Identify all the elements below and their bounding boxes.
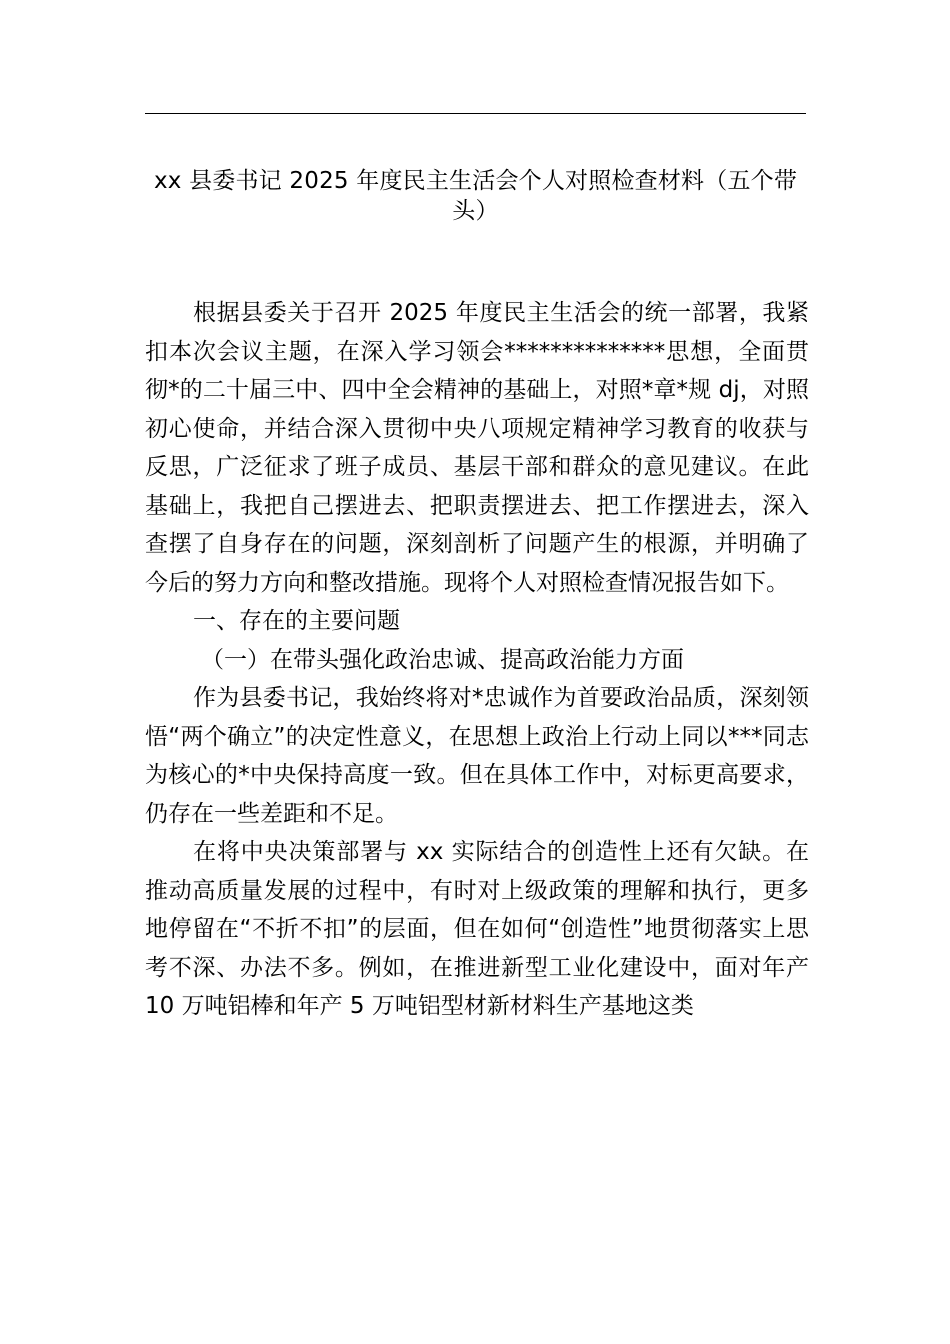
section-heading-main-problems: 一、存在的主要问题 [193,608,400,634]
subsection-paragraph-2: 在将中央决策部署与 xx 实际结合的创造性上还有欠缺。在推动高质量发展的过程中，有时对上级政策的理解和执行，更多地停留在“不折不扣”的层面，但在如何“创造性”地贯彻落实上思考不深、办法不多。例如，在推进新型工业化建设中，面对年产 10 万吨铝棒和年产 5 万吨铝型材新材料生产基地这类 [145,839,809,1019]
subsection-paragraph-1: 作为县委书记，我始终将对*忠诚作为首要政治品质，深刻领悟“两个确立”的决定性意义，在思想上政治上行动上同以***同志为核心的*中央保持高度一致。但在具体工作中，对标更高要求，仍存在一些差距和不足。 [145,685,809,827]
document-title: xx 县委书记 2025 年度民主生活会个人对照检查材料（五个带头） [153,168,798,224]
header-rule [145,113,806,114]
intro-paragraph: 根据县委关于召开 2025 年度民主生活会的统一部署，我紧扣本次会议主题，在深入学习领会**************思想，全面贯彻*的二十届三中、四中全会精神的基础上，对照*章*规 dj，对照初心使命，并结合深入贯彻中央八项规定精神学习教育的收获与反思，广泛征求了班子成员、基层干部和群众的意见建议。在此基础上，我把自己摆进去、把职责摆进去、把工作摆进去，深入查摆了自身存在的问题，深刻剖析了问题产生的根源，并明确了今后的努力方向和整改措施。现将个人对照检查情况报告如下。 [145,300,809,596]
subsection-heading-political-loyalty: （一）在带头强化政治忠诚、提高政治能力方面 [201,646,684,673]
document-body [145,294,809,1026]
